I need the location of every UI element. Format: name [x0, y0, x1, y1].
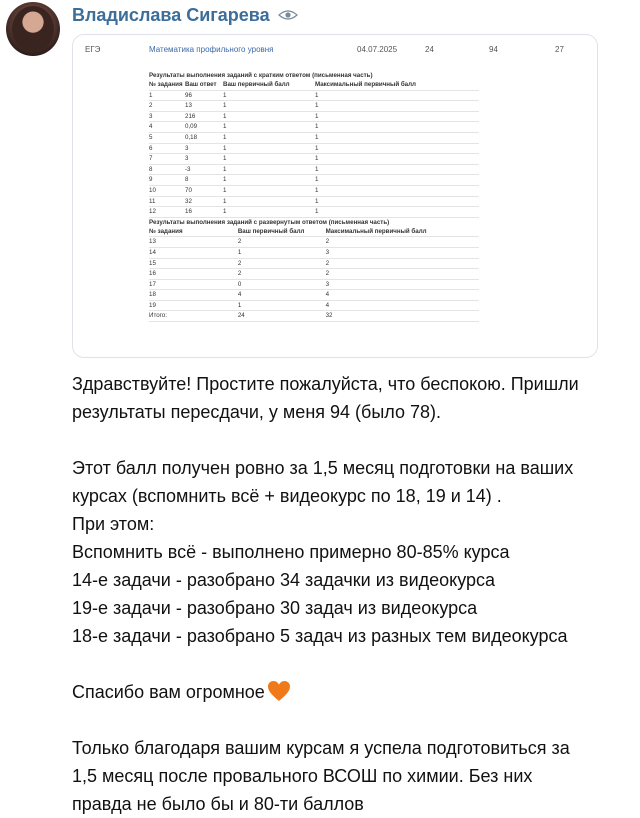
avatar[interactable] [6, 2, 60, 56]
table-cell: 1 [315, 207, 479, 218]
eye-icon [278, 9, 298, 21]
table-cell: 6 [149, 143, 185, 154]
min-score: 27 [555, 45, 564, 54]
table-cell: 2 [238, 269, 326, 280]
table-cell: 1 [149, 90, 185, 101]
table-cell: 1 [315, 185, 479, 196]
table-cell: 3 [326, 279, 479, 290]
table-row [149, 101, 479, 112]
avatar-photo [12, 6, 54, 52]
long-answer-rows [149, 237, 479, 322]
table-cell: 1 [315, 122, 479, 133]
test-score: 94 [489, 45, 498, 54]
message-line: Вспомнить всё - выполнено примерно 80-85% курса [72, 542, 510, 562]
exam-subject: Математика профильного уровня [149, 45, 274, 54]
table-cell: 0,18 [185, 132, 223, 143]
table-row [149, 143, 479, 154]
message-text [72, 370, 638, 818]
table-cell: 13 [149, 237, 238, 248]
table-cell: 2 [326, 269, 479, 280]
table-cell: 2 [238, 258, 326, 269]
short-answer-title: Результаты выполнения заданий с кратким ответом (письменная часть) [149, 72, 373, 79]
table-cell: 1 [223, 154, 315, 165]
message-line: 19-е задачи - разобрано 30 задач из видеокурса [72, 598, 478, 618]
table-cell: 1 [223, 175, 315, 186]
col-header: Максимальный первичный балл [326, 227, 479, 237]
message-line: Этот балл получен ровно за 1,5 месяц подготовки на ваших [72, 458, 574, 478]
table-cell: 12 [149, 207, 185, 218]
author-name[interactable]: Владислава Сигарева [72, 4, 270, 25]
table-cell: 3 [185, 154, 223, 165]
table-cell: 96 [185, 90, 223, 101]
table-cell: 24 [238, 311, 326, 322]
table-cell: 1 [315, 111, 479, 122]
table-cell: Итого: [149, 311, 238, 322]
table-cell: 7 [149, 154, 185, 165]
table-cell: 1 [238, 300, 326, 311]
message-paragraph-3 [72, 678, 638, 706]
table-cell: 5 [149, 132, 185, 143]
short-answer-rows [149, 90, 479, 217]
table-cell: 8 [185, 175, 223, 186]
table-cell: 1 [223, 164, 315, 175]
col-header: № задания [149, 227, 238, 237]
long-answer-title: Результаты выполнения заданий с развернутым ответом (письменная часть) [149, 218, 390, 226]
col-header: Ваш первичный балл [223, 80, 315, 90]
results-sheet [149, 71, 479, 322]
table-cell: 32 [326, 311, 479, 322]
table-cell: 2 [326, 258, 479, 269]
table-row [149, 175, 479, 186]
table-row [149, 300, 479, 311]
message-line: Здравствуйте! Простите пожалуйста, что беспокою. Пришли [72, 374, 579, 394]
table-cell: 1 [315, 154, 479, 165]
exam-date: 04.07.2025 [357, 45, 398, 54]
table-header-row [149, 80, 479, 90]
table-cell: 4 [326, 300, 479, 311]
table-cell: 15 [149, 258, 238, 269]
message-line: правда не было бы и 80-ти баллов [72, 794, 364, 814]
table-row [149, 258, 479, 269]
table-cell: 2 [238, 237, 326, 248]
col-header: Ваш ответ [185, 80, 223, 90]
table-row [149, 247, 479, 258]
table-cell: 10 [149, 185, 185, 196]
results-screenshot[interactable] [72, 34, 598, 358]
table-row [149, 132, 479, 143]
table-row [149, 207, 479, 218]
table-header-row [149, 227, 479, 237]
table-row [149, 164, 479, 175]
table-cell: 70 [185, 185, 223, 196]
table-cell: 18 [149, 290, 238, 301]
table-cell: 16 [149, 269, 238, 280]
table-cell: 14 [149, 247, 238, 258]
table-row [149, 111, 479, 122]
table-row [149, 269, 479, 280]
table-row [149, 122, 479, 133]
message-paragraph-2 [72, 454, 638, 650]
table-cell: 3 [149, 111, 185, 122]
message-line: курсах (вспомнить всё + видеокурс по 18, 19 и 14) . [72, 486, 502, 506]
table-cell: 1 [238, 247, 326, 258]
table-row [149, 290, 479, 301]
table-cell: 19 [149, 300, 238, 311]
table-cell: 1 [223, 143, 315, 154]
table-cell: 32 [185, 196, 223, 207]
table-cell: -3 [185, 164, 223, 175]
short-answer-table [149, 80, 479, 218]
col-header: № задания [149, 80, 185, 90]
table-cell: 1 [223, 101, 315, 112]
table-cell: 1 [223, 207, 315, 218]
table-cell: 8 [149, 164, 185, 175]
message-line: Только благодаря вашим курсам я успела подготовиться за [72, 738, 570, 758]
message-line: 14-е задачи - разобрано 34 задачки из видеокурса [72, 570, 496, 590]
table-cell: 16 [185, 207, 223, 218]
table-cell: 1 [223, 132, 315, 143]
post-header [72, 4, 298, 26]
table-cell: 1 [223, 111, 315, 122]
table-cell: 1 [315, 132, 479, 143]
table-cell: 216 [185, 111, 223, 122]
col-header: Ваш первичный балл [238, 227, 326, 237]
table-cell: 1 [315, 164, 479, 175]
message-line: результаты пересдачи, у меня 94 (было 78). [72, 402, 441, 422]
table-row [149, 185, 479, 196]
table-cell: 11 [149, 196, 185, 207]
table-cell: 1 [315, 90, 479, 101]
table-cell: 3 [185, 143, 223, 154]
message-line: 18-е задачи - разобрано 5 задач из разных тем видеокурса [72, 626, 568, 646]
message-line: При этом: [72, 514, 155, 534]
table-cell: 3 [326, 247, 479, 258]
table-cell: 17 [149, 279, 238, 290]
table-cell: 4 [238, 290, 326, 301]
table-cell: 2 [326, 237, 479, 248]
message-paragraph-1 [72, 370, 638, 426]
table-row [149, 311, 479, 322]
table-cell: 2 [149, 101, 185, 112]
message-line: 1,5 месяц после провального ВСОШ по химии. Без них [72, 766, 533, 786]
table-cell: 1 [223, 122, 315, 133]
primary-score: 24 [425, 45, 434, 54]
orange-heart-icon [267, 680, 291, 702]
table-cell: 4 [149, 122, 185, 133]
table-row [149, 237, 479, 248]
table-cell: 1 [315, 143, 479, 154]
table-cell: 1 [315, 196, 479, 207]
table-row [149, 90, 479, 101]
table-cell: 1 [223, 90, 315, 101]
table-cell: 1 [315, 175, 479, 186]
table-cell: 13 [185, 101, 223, 112]
table-row [149, 279, 479, 290]
long-answer-table [149, 227, 479, 322]
table-row [149, 154, 479, 165]
table-cell: 1 [223, 185, 315, 196]
message-paragraph-4 [72, 734, 638, 818]
table-cell: 1 [223, 196, 315, 207]
table-cell: 1 [315, 101, 479, 112]
table-cell: 0,09 [185, 122, 223, 133]
col-header: Максимальный первичный балл [315, 80, 479, 90]
table-cell: 9 [149, 175, 185, 186]
table-cell: 4 [326, 290, 479, 301]
exam-name: ЕГЭ [85, 45, 101, 54]
table-cell: 0 [238, 279, 326, 290]
table-row [149, 196, 479, 207]
thanks-text: Спасибо вам огромное [72, 682, 265, 702]
